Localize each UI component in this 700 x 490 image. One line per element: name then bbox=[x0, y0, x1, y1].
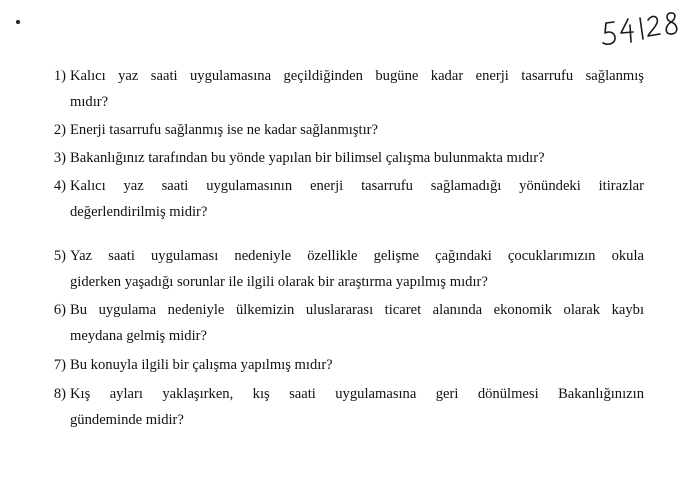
bullet-dot bbox=[16, 20, 20, 24]
question-text-line: Yaz saati uygulaması nedeniyle özellikle gelişme çağındaki çocuklarımızın okula bbox=[70, 248, 644, 264]
question-number: 2) bbox=[53, 122, 66, 138]
question-text-line: Bu uygulama nedeniyle ülkemizin uluslararası ticaret alanında ekonomik olarak kaybı bbox=[70, 302, 644, 318]
question-number: 1) bbox=[53, 68, 66, 84]
question-number: 8) bbox=[53, 386, 66, 402]
question-text-line: Kalıcı yaz saati uygulamasına geçildiğinden bugüne kadar enerji tasarrufu sağlanmış bbox=[70, 68, 644, 84]
question-text-line: meydana gelmiş midir? bbox=[70, 328, 207, 344]
question-text-line: giderken yaşadığı sorunlar ile ilgili olarak bir araştırma yapılmış mıdır? bbox=[70, 274, 488, 290]
question-text-line: Kış ayları yaklaşırken, kış saati uygulamasına geri dönülmesi Bakanlığınızın bbox=[70, 386, 644, 402]
question-number: 3) bbox=[53, 150, 66, 166]
question-text-line: değerlendirilmiş midir? bbox=[70, 204, 208, 220]
question-number: 7) bbox=[53, 357, 66, 373]
question-number: 4) bbox=[53, 178, 66, 194]
question-text-line: gündeminde midir? bbox=[70, 412, 184, 428]
question-text-line: mıdır? bbox=[70, 94, 109, 110]
question-text-line: Enerji tasarrufu sağlanmış ise ne kadar sağlanmıştır? bbox=[70, 122, 378, 138]
question-text-line: Bu konuyla ilgili bir çalışma yapılmış mıdır? bbox=[70, 357, 333, 373]
question-number: 6) bbox=[53, 302, 66, 318]
question-text-line: Kalıcı yaz saati uygulamasının enerji tasarrufu sağlamadığı yönündeki itirazlar bbox=[70, 178, 644, 194]
question-number: 5) bbox=[53, 248, 66, 264]
question-text-line: Bakanlığınız tarafından bu yönde yapılan bir bilimsel çalışma bulunmakta mıdır? bbox=[70, 150, 545, 166]
handwritten-number bbox=[600, 6, 690, 50]
